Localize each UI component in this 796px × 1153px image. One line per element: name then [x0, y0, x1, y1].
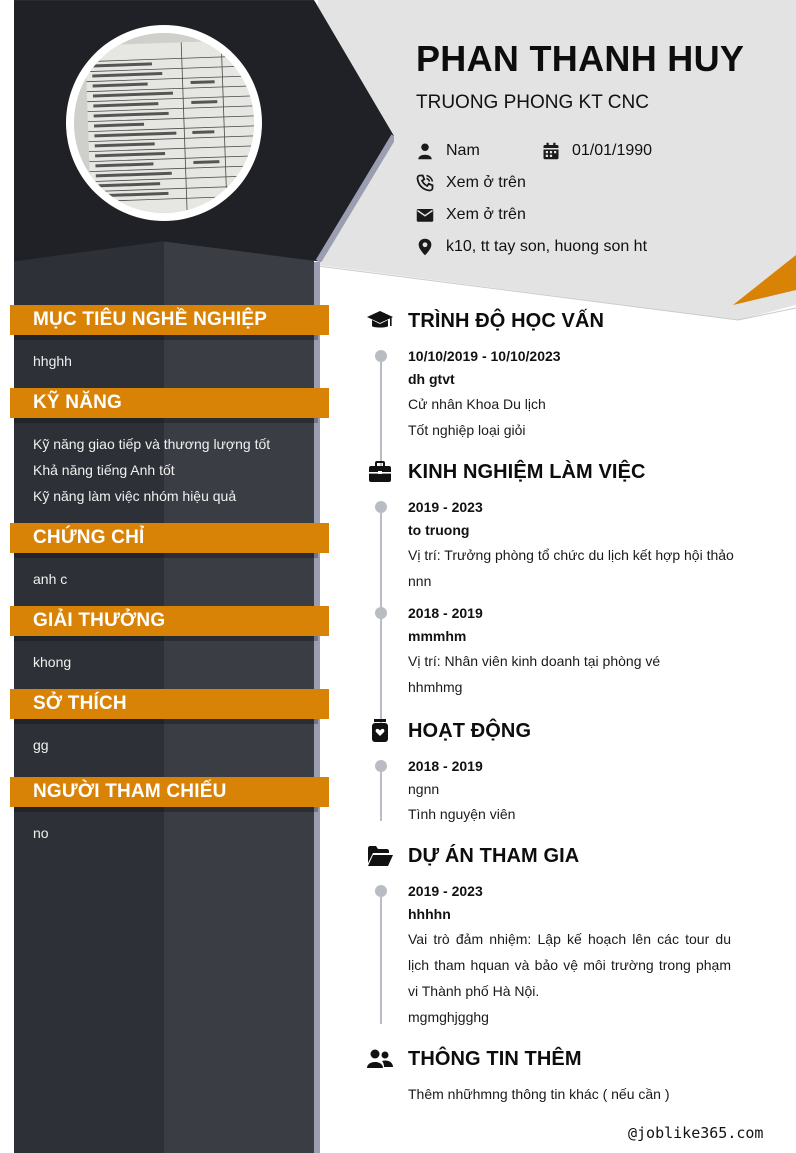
entry-line: Vai trò đảm nhiệm: Lập kế hoạch lên các tour du lịch tham hquan và bảo vệ môi trường trong phạm vi Thành phố Hà Nội. [408, 931, 731, 999]
watermark: @joblike365.com [628, 1124, 764, 1142]
avatar [66, 25, 262, 221]
section-body [10, 732, 330, 758]
section-title: NGƯỜI THAM CHIẾU [10, 777, 329, 807]
job-title: TRUONG PHONG KT CNC [416, 92, 649, 113]
certificate-item: anh c [33, 571, 68, 587]
address-row [416, 238, 647, 256]
section-title: HOẠT ĐỘNG [408, 719, 532, 742]
timeline-dot [375, 350, 387, 362]
section-title: THÔNG TIN THÊM [408, 1047, 582, 1070]
folder-open-icon [366, 844, 394, 868]
section-title: KINH NGHIỆM LÀM VIỆC [408, 460, 646, 483]
section-heading [366, 1045, 736, 1073]
awards-section [10, 606, 330, 675]
skill-item: Kỹ năng làm việc nhóm hiệu quả [33, 488, 237, 504]
birthdate-value: 01/01/1990 [572, 142, 653, 159]
section-title: SỞ THÍCH [10, 689, 329, 719]
section-heading [366, 458, 736, 486]
reference-item: no [33, 825, 49, 841]
section-title-shadow [14, 553, 318, 558]
activity-entry [366, 755, 736, 827]
gender-value: Nam [446, 142, 480, 159]
entry-organization: ngnn [408, 781, 440, 797]
skill-item: Kỹ năng giao tiếp và thương lượng tốt [33, 436, 271, 452]
experience-entry [366, 496, 736, 594]
entry-line: Tốt nghiệp loại giỏi [408, 422, 526, 438]
candidate-name: PHAN THANH HUY [416, 38, 745, 79]
entry-line: Tình nguyện viên [408, 806, 516, 822]
section-body [10, 431, 330, 509]
section-title: CHỨNG CHỈ [10, 523, 329, 553]
user-icon [416, 142, 434, 160]
entry-organization: to truong [408, 522, 470, 538]
section-title: MỤC TIÊU NGHỀ NGHIỆP [10, 305, 329, 335]
timeline-dot [375, 885, 387, 897]
section-title: DỰ ÁN THAM GIA [408, 844, 580, 867]
section-body [10, 649, 330, 675]
entry-line: hhmhmg [408, 679, 463, 695]
entry-date: 10/10/2019 - 10/10/2023 [408, 348, 561, 364]
experience-section [366, 458, 736, 700]
skills-section [10, 388, 330, 509]
entry-date: 2018 - 2019 [408, 605, 483, 621]
address-value: k10, tt tay son, huong son ht [446, 238, 648, 255]
hobby-item: gg [33, 737, 49, 753]
section-title-shadow [14, 719, 318, 724]
additional-info-entry [366, 1081, 736, 1107]
section-title: GIẢI THƯỞNG [10, 606, 329, 636]
briefcase-icon [366, 460, 394, 484]
references-section [10, 777, 330, 846]
entry-line: mgmghjgghg [408, 1009, 489, 1025]
section-title-shadow [14, 335, 318, 340]
email-value: Xem ở trên [446, 206, 526, 223]
additional-info-section [366, 1045, 736, 1107]
phone-row [416, 174, 526, 192]
objective-text: hhghh [33, 353, 72, 369]
entry-organization: mmmhm [408, 628, 467, 644]
profile-photo [74, 33, 254, 213]
experience-entry [366, 602, 736, 700]
phone-icon [416, 174, 434, 192]
section-body [10, 348, 330, 374]
timeline-dot [375, 501, 387, 513]
activities-section [366, 717, 736, 827]
education-section [366, 307, 736, 443]
entry-organization: hhhhn [408, 906, 451, 922]
graduation-cap-icon [366, 309, 394, 333]
section-body [10, 566, 330, 592]
calendar-icon [542, 142, 560, 160]
users-icon [366, 1047, 394, 1071]
entry-organization: dh gtvt [408, 371, 455, 387]
entry-date: 2019 - 2023 [408, 883, 483, 899]
skill-item: Khả năng tiếng Anh tốt [33, 462, 175, 478]
entry-line: nnn [408, 573, 432, 589]
timeline-dot [375, 760, 387, 772]
section-heading [366, 307, 736, 335]
envelope-icon [416, 206, 434, 224]
certificates-section [10, 523, 330, 592]
location-pin-icon [416, 238, 434, 256]
section-heading [366, 717, 736, 745]
entry-date: 2019 - 2023 [408, 499, 483, 515]
entry-line: Cử nhân Khoa Du lịch [408, 396, 546, 412]
email-row [416, 206, 526, 224]
objective-section [10, 305, 330, 374]
section-title: TRÌNH ĐỘ HỌC VẤN [408, 309, 605, 332]
project-entry [366, 880, 736, 1030]
section-heading [366, 842, 736, 870]
section-title-shadow [14, 418, 318, 423]
section-title-shadow [14, 807, 318, 812]
entry-line: Vị trí: Nhân viên kinh doanh tại phòng vé [408, 653, 661, 669]
birthdate-row [542, 142, 652, 160]
section-title-shadow [14, 636, 318, 641]
gender-row [416, 142, 480, 160]
entry-line: Vị trí: Trưởng phòng tổ chức du lịch kết hợp hội thảo [408, 547, 734, 563]
timeline-dot [375, 607, 387, 619]
section-title: KỸ NĂNG [10, 388, 329, 418]
additional-info-text: Thêm nhữhmng thông tin khác ( nếu cần ) [408, 1086, 670, 1102]
timeline-line [380, 886, 382, 1024]
projects-section [366, 842, 736, 1030]
award-item: khong [33, 654, 72, 670]
education-entry [366, 345, 736, 443]
entry-date: 2018 - 2019 [408, 758, 483, 774]
section-body [10, 820, 330, 846]
hobbies-section [10, 689, 330, 758]
phone-value: Xem ở trên [446, 174, 526, 191]
jar-heart-icon [366, 719, 394, 743]
